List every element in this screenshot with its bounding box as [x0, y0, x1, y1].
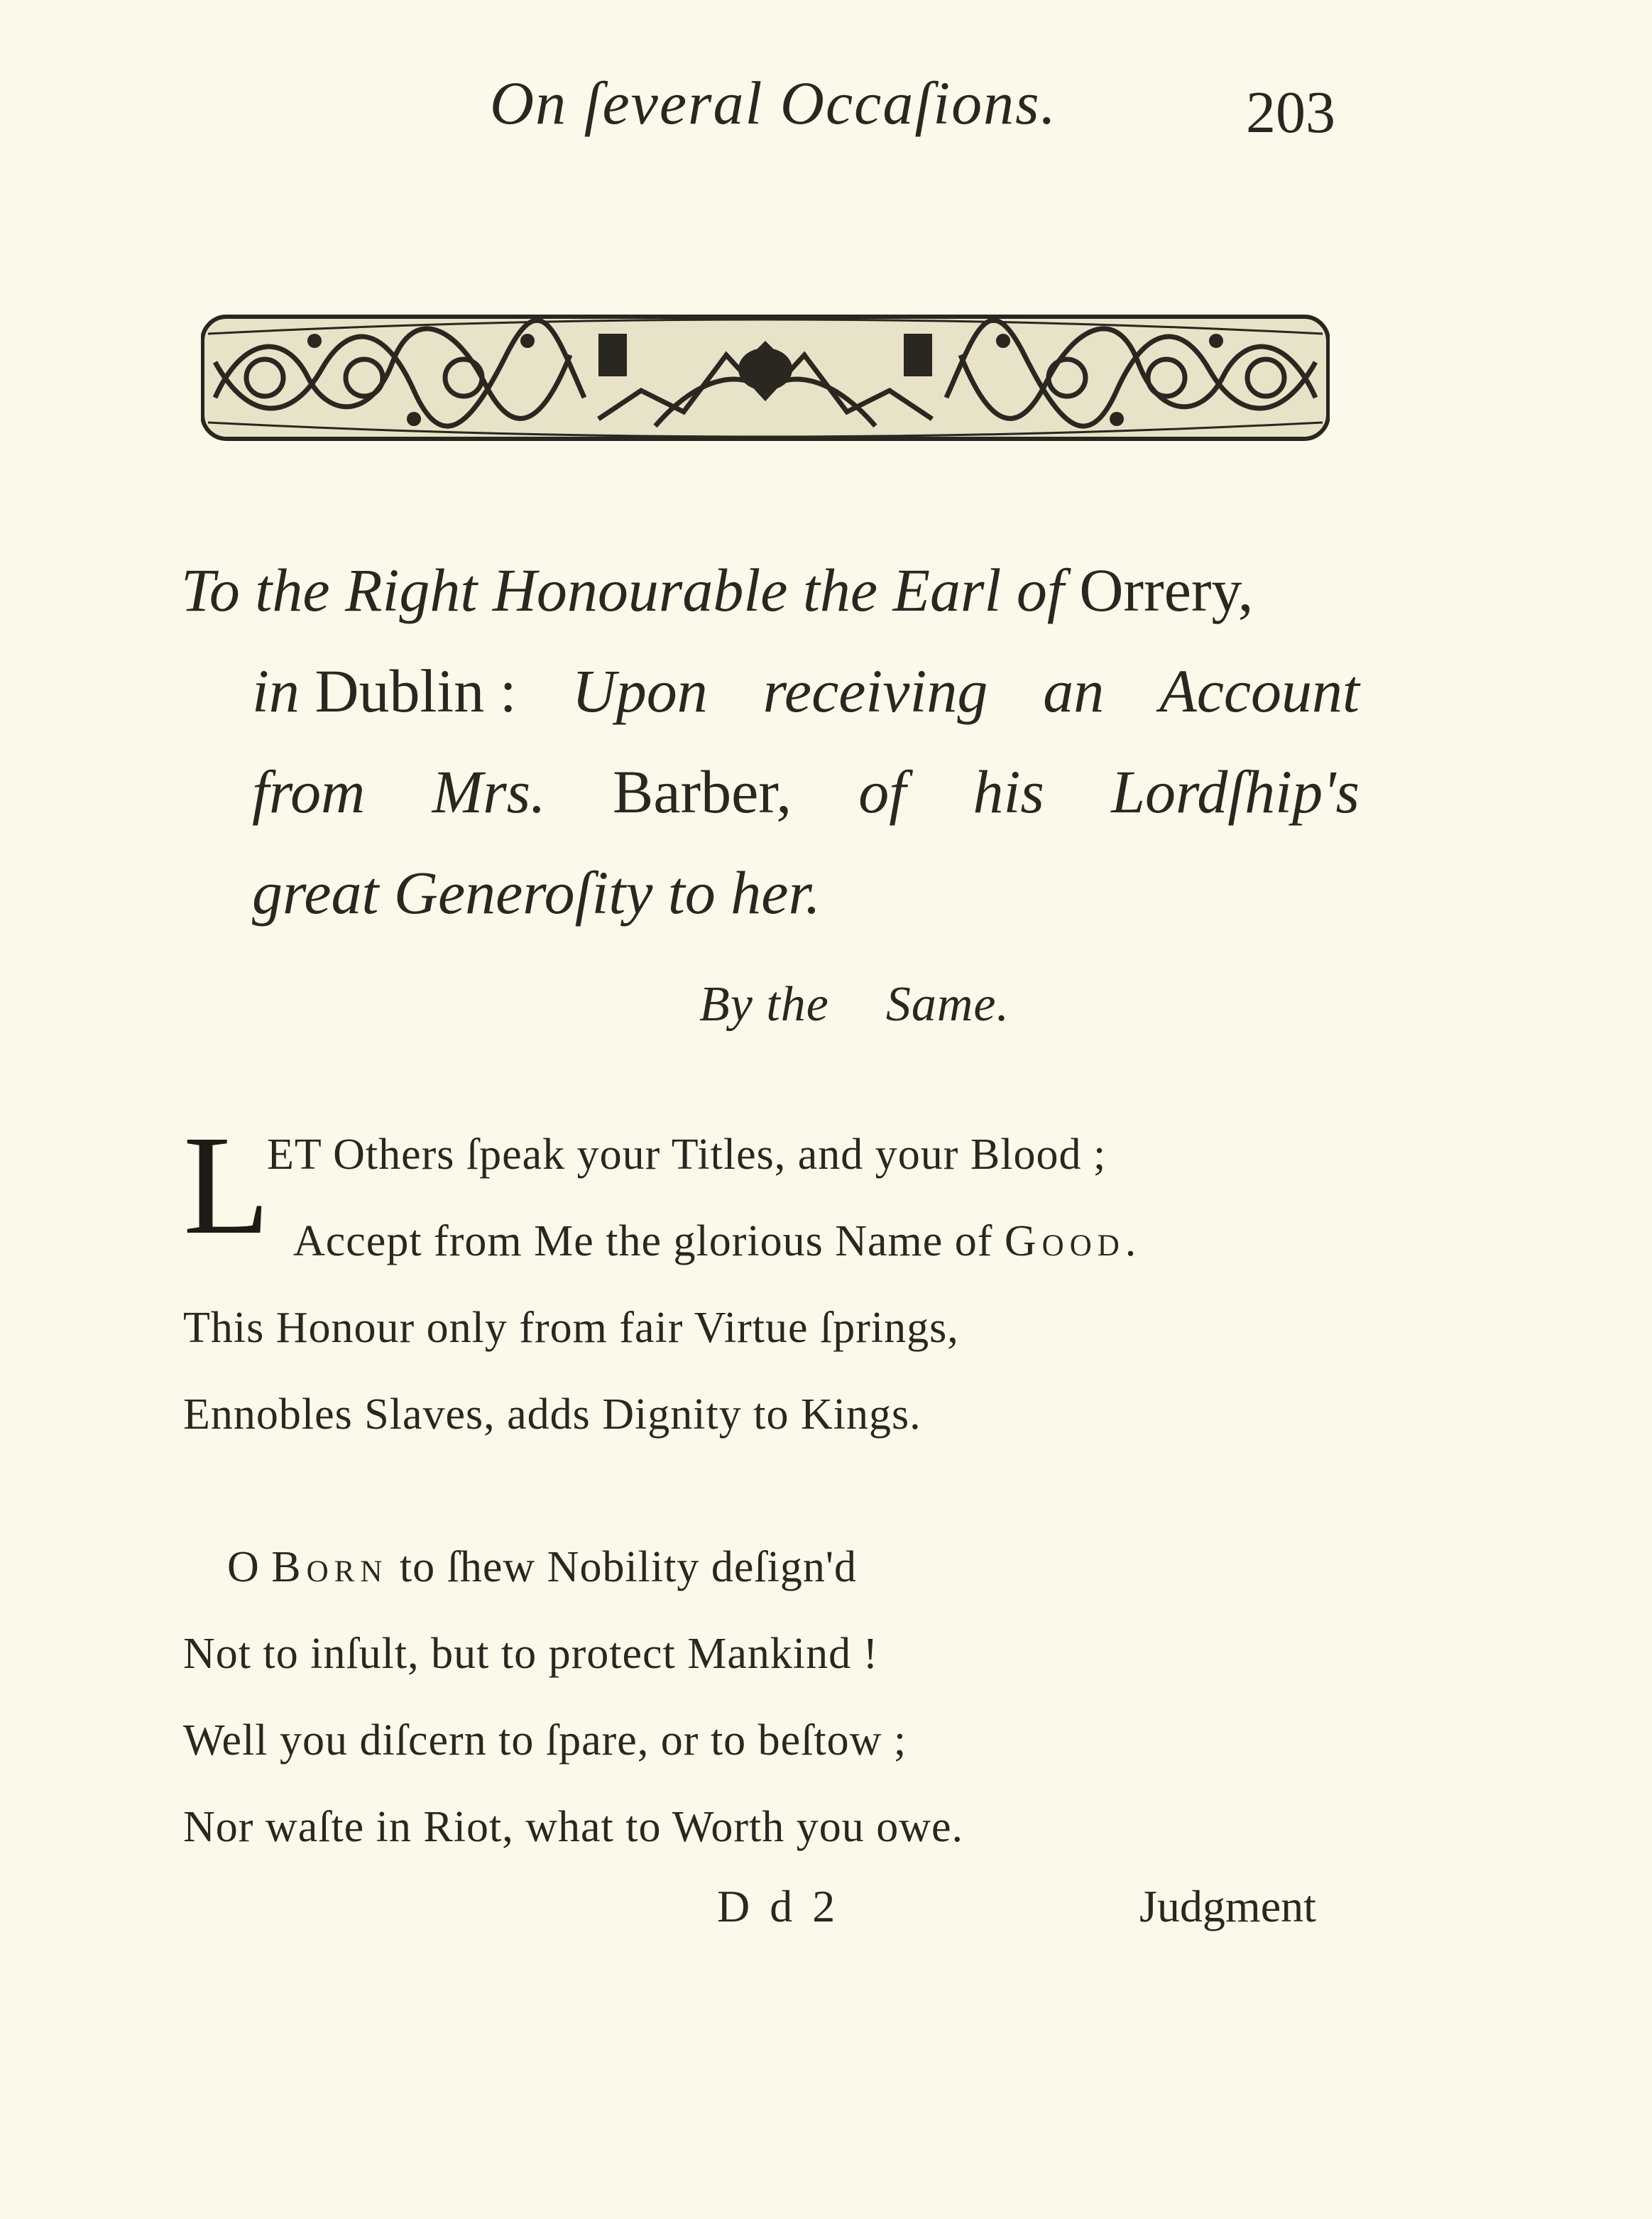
catchword: Judgment — [1139, 1881, 1316, 1931]
title-italic-text: receiving — [762, 657, 988, 725]
byline-prefix: By the — [699, 977, 829, 1032]
title-italic-text: Upon — [571, 657, 708, 725]
signature-mark: D d 2 — [717, 1881, 840, 1931]
verse-line — [183, 1524, 963, 1610]
title-line-1 — [181, 540, 1360, 640]
title-segment — [252, 640, 517, 741]
verse-text: to ſhew Nobility deſign'd — [399, 1543, 857, 1591]
verse-line: Ennobles Slaves, adds Dignity to Kings. — [183, 1390, 921, 1439]
verse-line: Nor waſte in Riot, what to Worth you owe. — [183, 1803, 964, 1851]
running-head: On ſeveral Occaſions. — [490, 69, 1058, 137]
title-line-3 — [181, 741, 1360, 842]
verse-line: This Honour only from fair Virtue ſprings, — [183, 1304, 959, 1352]
title-roman-text: Orrery, — [1079, 556, 1254, 624]
stanza-2 — [183, 1524, 963, 1870]
title-italic-text: Mrs. — [432, 758, 546, 826]
title-italic-text: from — [252, 758, 366, 826]
verse-text: Accept from Me the glorious Name of — [293, 1217, 993, 1265]
verse-smallcaps: Good. — [1004, 1217, 1142, 1265]
stanza-1 — [183, 1107, 1142, 1458]
verse-smallcaps: Born — [271, 1543, 388, 1591]
byline-name: Same. — [885, 977, 1010, 1032]
byline — [0, 976, 1652, 1033]
verse-text: O — [227, 1543, 260, 1591]
poem-title — [181, 540, 1360, 943]
title-italic-text: To the Right Honourable the Earl of — [181, 556, 1064, 624]
title-italic-text: Lordſhip's — [1111, 758, 1360, 826]
headpiece-ornament-icon — [201, 312, 1330, 444]
title-line-2 — [181, 640, 1360, 741]
verse-line — [183, 1198, 1142, 1285]
title-italic-text: of — [858, 758, 907, 826]
verse-line: Not to inſult, but to protect Mankind ! — [183, 1630, 879, 1678]
verse-line: ET Others ſpeak your Titles, and your Blood ; — [267, 1130, 1107, 1179]
title-italic-text: in — [252, 657, 300, 725]
title-italic-text: Account — [1159, 657, 1360, 725]
title-roman-text: Barber, — [612, 758, 792, 826]
verse-line: Well you diſcern to ſpare, or to beſtow ; — [183, 1716, 907, 1765]
title-italic-text: his — [973, 758, 1044, 826]
drop-cap: L — [183, 1107, 270, 1264]
title-italic-text: an — [1043, 657, 1105, 725]
title-line-4: great Generoſity to her. — [252, 858, 821, 927]
title-roman-text: Dublin : — [314, 657, 517, 725]
page-number: 203 — [1246, 80, 1335, 146]
